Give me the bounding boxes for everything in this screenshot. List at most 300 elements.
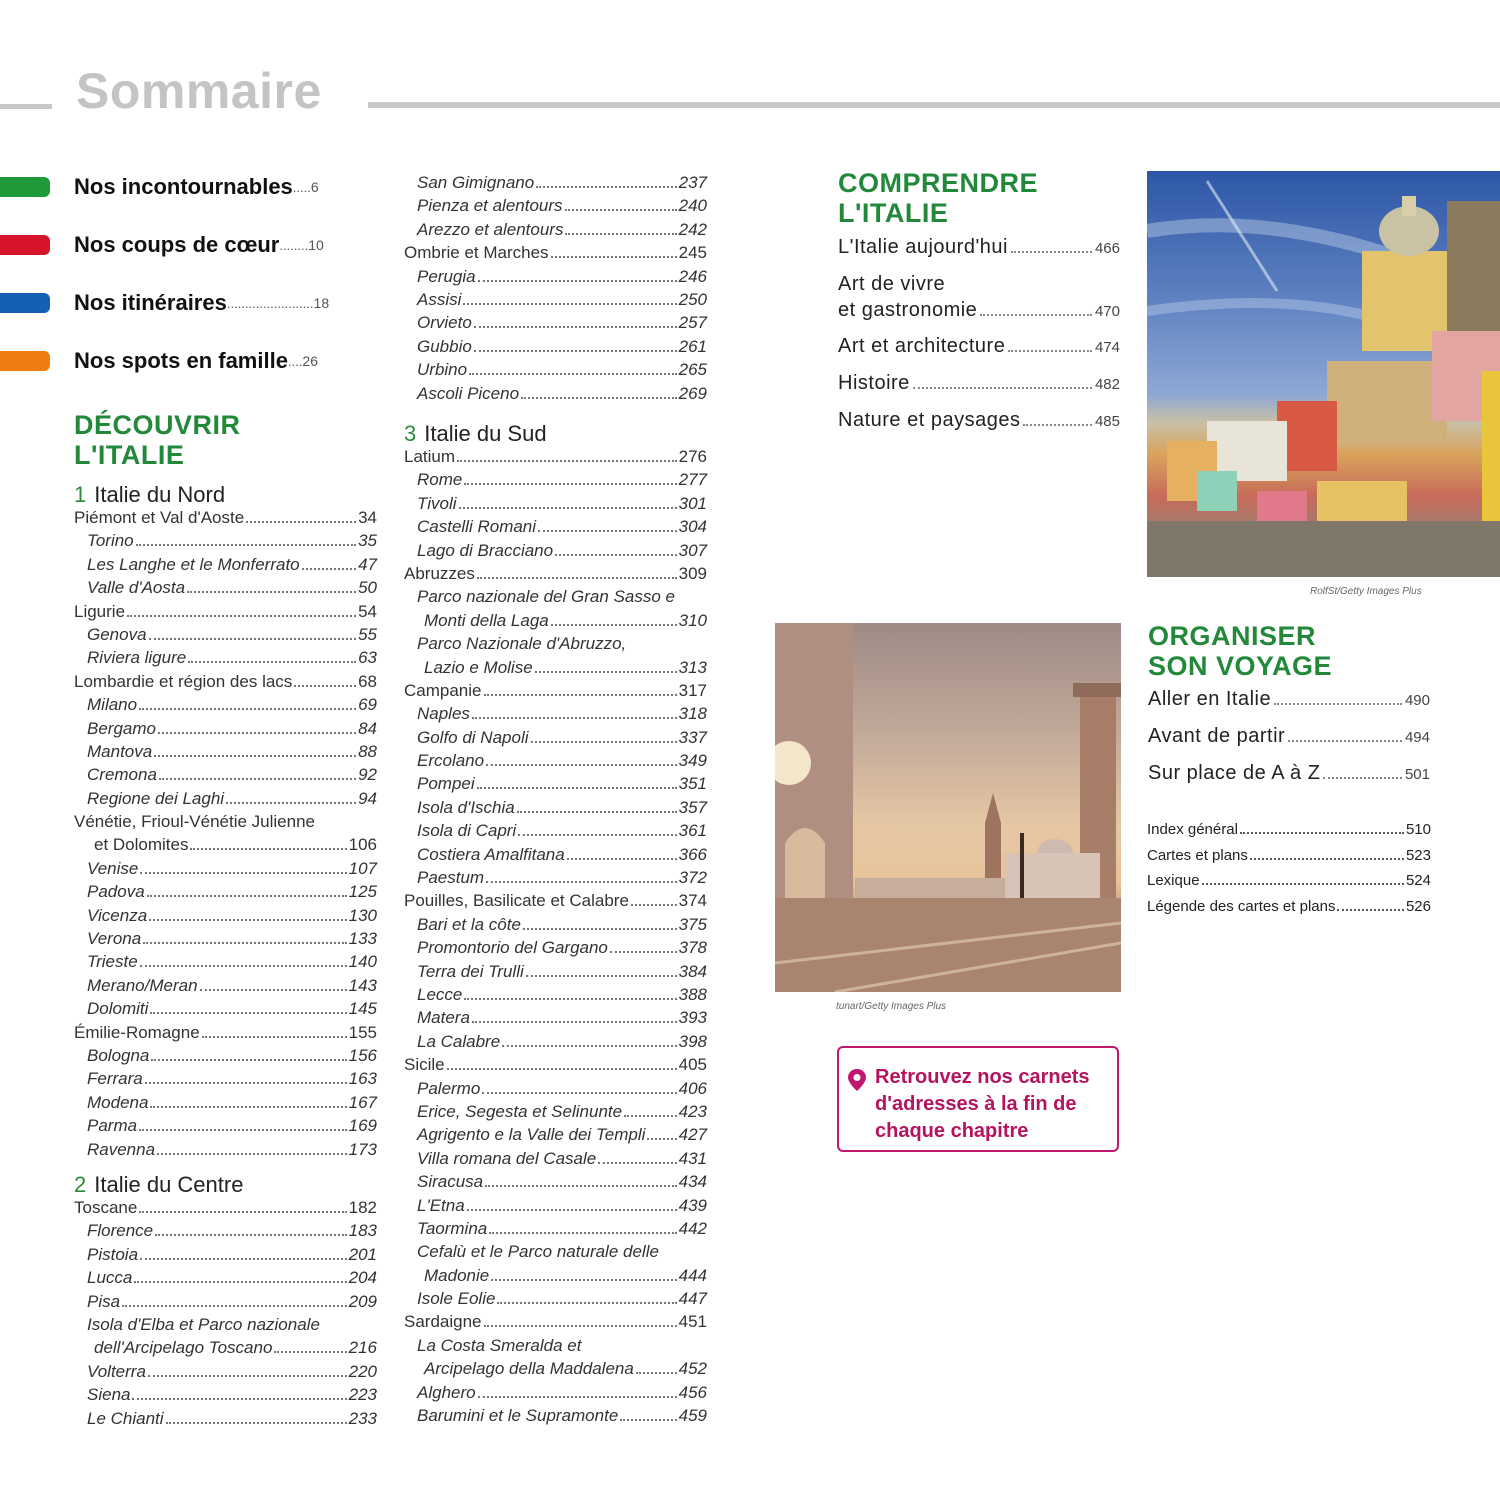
entry-label: Mantova	[87, 741, 153, 761]
toc-entry[interactable]	[74, 765, 377, 788]
leader-dots	[502, 1044, 676, 1047]
entry-label: Merano/Meran	[87, 975, 198, 995]
highlight-itineraires[interactable]	[0, 288, 329, 318]
toc-entry[interactable]	[404, 868, 707, 891]
toc-entry[interactable]	[404, 1149, 707, 1172]
toc-entry[interactable]	[1148, 762, 1430, 799]
toc-entry[interactable]	[74, 1221, 377, 1244]
map-pin-icon	[847, 1068, 867, 1092]
entry-label: Trieste	[87, 952, 138, 972]
leader-dots	[551, 255, 677, 258]
entry-page: 204	[348, 1268, 377, 1288]
toc-entry-wrap-line1[interactable]	[74, 812, 377, 835]
toc-entry[interactable]	[404, 1406, 707, 1429]
entry-page: 84	[358, 718, 377, 738]
leader-dots	[551, 623, 677, 626]
entry-page: 69	[358, 695, 377, 715]
toc-entry[interactable]	[74, 1292, 377, 1315]
entry-page: 451	[678, 1312, 707, 1332]
entry-label: Rome	[417, 470, 463, 490]
toc-entry[interactable]	[838, 299, 1120, 335]
chapter-title: Italie du Nord	[94, 482, 226, 507]
leader-dots	[154, 754, 356, 757]
entry-page: 125	[348, 882, 377, 902]
entry-page: 143	[348, 975, 377, 995]
toc-entry[interactable]	[74, 906, 377, 929]
toc-entry[interactable]	[74, 1198, 377, 1221]
entry-label: Venise	[87, 858, 139, 878]
toc-entry[interactable]	[404, 1289, 707, 1312]
entry-page: 434	[678, 1172, 707, 1192]
leader-dots	[484, 693, 677, 696]
toc-entry[interactable]	[1147, 821, 1431, 847]
entry-label: Piémont et Val d'Aoste	[74, 508, 245, 527]
entry-page: 250	[678, 289, 707, 309]
entry-label: Villa romana del Casale	[417, 1148, 597, 1168]
toc-entry[interactable]	[838, 409, 1120, 446]
chapter-heading-1[interactable]	[74, 482, 225, 508]
entry-label: Isola d'Ischia	[417, 797, 515, 817]
entry-page: 140	[348, 952, 377, 972]
page-title: Sommaire	[76, 63, 322, 119]
toc-entry[interactable]	[404, 1266, 707, 1289]
entry-label: Siena	[87, 1385, 131, 1405]
entry-page: 145	[348, 999, 377, 1019]
toc-entry-wrap-line1[interactable]	[404, 634, 707, 657]
green-tab-marker	[0, 177, 50, 197]
leader-dots	[226, 801, 356, 804]
toc-entry[interactable]	[404, 915, 707, 938]
entry-label: Toscane	[74, 1198, 138, 1217]
entry-page: 384	[678, 961, 707, 981]
toc-entry[interactable]	[1147, 872, 1431, 898]
entry-label: Naples	[417, 704, 470, 724]
toc-entry[interactable]	[404, 360, 707, 383]
toc-entry[interactable]	[404, 845, 707, 868]
entry-page: 313	[678, 657, 707, 677]
section-heading-decouvrir	[74, 410, 241, 470]
toc-entry[interactable]	[74, 999, 377, 1022]
toc-entry[interactable]	[404, 1172, 707, 1195]
toc-entry[interactable]	[404, 985, 707, 1008]
toc-entry[interactable]	[404, 517, 707, 540]
entry-page: 372	[678, 868, 707, 888]
toc-entry[interactable]	[74, 952, 377, 975]
leader-dots	[620, 1418, 676, 1421]
entry-page: 163	[348, 1069, 377, 1089]
entry-label: La Calabre	[417, 1031, 501, 1051]
toc-list-nord	[74, 508, 377, 1163]
photo-illustration	[775, 623, 1121, 992]
organiser-list	[1148, 688, 1430, 799]
toc-entry[interactable]	[404, 243, 707, 266]
entry-page: 55	[358, 624, 377, 644]
entry-page: 388	[678, 984, 707, 1004]
toc-entry[interactable]	[74, 742, 377, 765]
highlight-incontournables[interactable]	[0, 172, 319, 202]
entry-label: Bologna	[87, 1045, 150, 1065]
leader-dots: .....	[292, 179, 311, 195]
toc-entry[interactable]	[74, 789, 377, 812]
entry-page: 375	[678, 914, 707, 934]
toc-entry-wrap-line1[interactable]	[404, 587, 707, 610]
chapter-title: Italie du Centre	[94, 1172, 244, 1197]
entry-label: Pienza et alentours	[417, 196, 563, 216]
highlight-spots-famille[interactable]	[0, 346, 318, 376]
entry-label: Sur place de A à Z	[1148, 762, 1321, 784]
toc-entry[interactable]	[1147, 898, 1431, 924]
entry-label: Dolomiti	[87, 999, 149, 1019]
toc-entry[interactable]	[404, 494, 707, 517]
toc-entry-wrap-line1[interactable]	[838, 273, 1120, 299]
leader-dots	[464, 482, 676, 485]
toc-entry[interactable]	[1148, 688, 1430, 725]
toc-entry[interactable]	[74, 648, 377, 671]
toc-entry[interactable]	[404, 313, 707, 336]
entry-label: Costiera Amalfitana	[417, 844, 565, 864]
entry-label: Paestum	[417, 868, 485, 888]
leader-dots	[150, 1011, 346, 1014]
entry-label: Valle d'Aosta	[87, 578, 186, 598]
toc-entry[interactable]	[404, 938, 707, 961]
entry-label: Matera	[417, 1008, 470, 1028]
entry-label: Promontorio del Gargano	[417, 938, 608, 958]
leader-dots	[482, 1091, 676, 1094]
toc-entry[interactable]	[404, 751, 707, 774]
leader-dots	[489, 1231, 676, 1234]
leader-dots	[535, 670, 677, 673]
toc-entry[interactable]	[74, 602, 377, 625]
entry-page: 523	[1405, 846, 1431, 864]
leader-dots	[447, 1067, 677, 1070]
toc-entry[interactable]	[74, 1268, 377, 1291]
toc-entry[interactable]	[404, 337, 707, 360]
entry-label: Padova	[87, 882, 145, 902]
entry-label: Isola d'Elba et Parco nazionale	[87, 1314, 320, 1334]
entry-label: Sicile	[404, 1055, 445, 1075]
entry-label: Campanie	[404, 680, 482, 700]
entry-page: 452	[678, 1359, 707, 1379]
entry-label-cont: et gastronomie	[838, 299, 978, 321]
leader-dots	[149, 637, 357, 640]
leader-dots	[518, 833, 676, 836]
leader-dots	[202, 1035, 347, 1038]
toc-entry[interactable]	[74, 1362, 377, 1385]
toc-entry[interactable]	[404, 1055, 707, 1078]
leader-dots	[610, 950, 677, 953]
entry-label: Parco Nazionale d'Abruzzo,	[417, 634, 627, 654]
address-book-callout	[837, 1046, 1119, 1152]
entry-page: 307	[678, 540, 707, 560]
entry-label: Torino	[87, 531, 134, 551]
toc-entry[interactable]	[404, 1102, 707, 1125]
entry-page: 309	[678, 563, 707, 583]
leader-dots	[200, 988, 347, 991]
leader-dots	[474, 325, 677, 328]
toc-entry[interactable]	[404, 681, 707, 704]
toc-entry[interactable]	[404, 611, 707, 634]
leader-dots	[1011, 250, 1092, 253]
highlight-page: 6	[310, 179, 319, 195]
leader-dots	[140, 1257, 347, 1260]
toc-entry[interactable]	[74, 1338, 377, 1361]
entry-page: 526	[1405, 897, 1431, 915]
highlight-coups-de-coeur[interactable]	[0, 230, 324, 260]
toc-entry[interactable]	[74, 859, 377, 882]
toc-entry[interactable]	[74, 1069, 377, 1092]
toc-entry-wrap-line1[interactable]	[404, 1336, 707, 1359]
toc-entry[interactable]	[74, 835, 377, 858]
toc-entry[interactable]	[74, 531, 377, 554]
leader-dots	[166, 1421, 347, 1424]
entry-page: 216	[348, 1338, 377, 1358]
toc-entry-wrap-line1[interactable]	[404, 1242, 707, 1265]
toc-entry[interactable]	[838, 335, 1120, 372]
toc-entry[interactable]	[404, 962, 707, 985]
leader-dots	[521, 396, 677, 399]
toc-entry[interactable]	[74, 1140, 377, 1163]
toc-entry[interactable]	[404, 1312, 707, 1335]
toc-entry[interactable]	[74, 578, 377, 601]
entry-page: 106	[348, 835, 377, 855]
entry-label: Bari et la côte	[417, 914, 521, 934]
photo-venice-piazza	[775, 623, 1121, 992]
toc-entry[interactable]	[404, 267, 707, 290]
entry-page: 220	[348, 1361, 377, 1381]
entry-label: Gubbio	[417, 336, 472, 356]
toc-entry[interactable]	[404, 891, 707, 914]
toc-entry[interactable]	[74, 976, 377, 999]
toc-entry[interactable]	[74, 555, 377, 578]
entry-label: Assisi	[417, 289, 462, 309]
leader-dots: ........	[279, 237, 309, 253]
highlight-page: 18	[313, 295, 330, 311]
entry-label: Isola di Capri	[417, 821, 517, 841]
entry-label: Lombardie et région des lacs	[74, 671, 293, 691]
entry-label: Ravenna	[87, 1139, 156, 1159]
leader-dots	[526, 974, 677, 977]
toc-entry[interactable]	[404, 1008, 707, 1031]
leader-dots	[598, 1161, 676, 1164]
entry-page: 444	[678, 1265, 707, 1285]
toc-entry[interactable]	[404, 220, 707, 243]
entry-label: Ascoli Piceno	[417, 383, 520, 403]
leader-dots	[517, 810, 677, 813]
leader-dots	[157, 1152, 347, 1155]
chapter-heading-2[interactable]	[74, 1172, 243, 1198]
toc-entry[interactable]	[74, 719, 377, 742]
comprendre-list	[838, 236, 1120, 446]
entry-page: 169	[348, 1116, 377, 1136]
toc-entry[interactable]	[74, 1023, 377, 1046]
entry-label: Isole Eolie	[417, 1289, 496, 1309]
entry-page: 173	[348, 1139, 377, 1159]
toc-entry[interactable]	[404, 798, 707, 821]
leader-dots	[497, 1301, 676, 1304]
entry-label: Taormina	[417, 1218, 488, 1238]
entry-page: 442	[678, 1218, 707, 1238]
entry-page: 68	[358, 671, 377, 691]
toc-entry[interactable]	[404, 1032, 707, 1055]
toc-entry[interactable]	[404, 658, 707, 681]
entry-label: Florence	[87, 1221, 154, 1241]
toc-entry[interactable]	[404, 1196, 707, 1219]
toc-entry[interactable]	[74, 1116, 377, 1139]
leader-dots	[478, 279, 677, 282]
toc-entry[interactable]	[404, 774, 707, 797]
leader-dots	[139, 707, 356, 710]
leader-dots	[469, 372, 677, 375]
entry-label: Parma	[87, 1116, 138, 1136]
toc-entry[interactable]	[404, 384, 707, 407]
toc-entry[interactable]	[838, 372, 1120, 409]
entry-page: 50	[358, 578, 377, 598]
toc-entry[interactable]	[404, 1219, 707, 1242]
entry-page: 54	[358, 601, 377, 621]
entry-label: Pistoia	[87, 1244, 139, 1264]
toc-list-centre-part2	[404, 173, 707, 407]
leader-dots	[1323, 776, 1402, 779]
toc-entry[interactable]	[404, 1383, 707, 1406]
leader-dots	[631, 903, 677, 906]
entry-label: Le Chianti	[87, 1408, 164, 1428]
leader-dots	[565, 232, 676, 235]
toc-entry[interactable]	[1148, 725, 1430, 762]
entry-label: Lucca	[87, 1268, 133, 1288]
leader-dots: ........................	[226, 295, 314, 311]
heading-line: L'ITALIE	[74, 440, 185, 470]
toc-entry[interactable]	[74, 672, 377, 695]
highlight-label: Nos itinéraires	[74, 290, 227, 315]
entry-label-cont: dell'Arcipelago Toscano	[94, 1338, 273, 1358]
leader-dots	[187, 590, 356, 593]
entry-page: 265	[678, 360, 707, 380]
leader-dots	[147, 894, 347, 897]
entry-label: Verona	[87, 929, 142, 949]
entry-label: Latium	[404, 447, 456, 466]
toc-entry[interactable]	[74, 929, 377, 952]
toc-entry[interactable]	[74, 1093, 377, 1116]
entry-page: 439	[678, 1195, 707, 1215]
toc-entry[interactable]	[404, 1079, 707, 1102]
highlight-page: 26	[302, 353, 318, 369]
entry-page: 351	[678, 774, 707, 794]
toc-entry[interactable]	[404, 447, 707, 470]
entry-page: 318	[678, 704, 707, 724]
leader-dots	[139, 1128, 347, 1131]
leader-dots	[122, 1304, 347, 1307]
entry-page: 34	[358, 508, 377, 527]
toc-entry[interactable]	[404, 290, 707, 313]
entry-label-cont: Monti della Laga	[424, 610, 549, 630]
chapter-number: 2	[74, 1172, 87, 1197]
toc-entry[interactable]	[74, 882, 377, 905]
leader-dots	[477, 786, 677, 789]
leader-dots	[136, 543, 356, 546]
toc-entry[interactable]	[74, 625, 377, 648]
highlight-label: Nos incontournables	[74, 174, 293, 199]
entry-page: 133	[348, 929, 377, 949]
leader-dots	[148, 1374, 347, 1377]
toc-entry[interactable]	[74, 1245, 377, 1268]
toc-entry[interactable]	[404, 196, 707, 219]
leader-dots	[140, 871, 346, 874]
leader-dots	[459, 506, 677, 509]
entry-label: L'Italie aujourd'hui	[838, 236, 1008, 258]
chapter-heading-3[interactable]	[404, 421, 547, 447]
entry-label: Cartes et plans	[1147, 846, 1248, 864]
highlight-label: Nos spots en famille	[74, 348, 288, 373]
toc-entry[interactable]	[404, 1125, 707, 1148]
leader-dots	[467, 1208, 677, 1211]
toc-entry[interactable]	[404, 173, 707, 196]
toc-entry[interactable]	[404, 564, 707, 587]
entry-page: 223	[348, 1385, 377, 1405]
toc-list-sud	[404, 447, 707, 1429]
entry-label: Castelli Romani	[417, 517, 537, 537]
entry-label: Erice, Segesta et Selinunte	[417, 1101, 623, 1121]
leader-dots	[1008, 349, 1092, 352]
toc-entry[interactable]	[74, 1385, 377, 1408]
leader-dots	[523, 927, 677, 930]
entry-page: 304	[678, 517, 707, 537]
entry-page: 209	[348, 1291, 377, 1311]
entry-page: 242	[678, 219, 707, 239]
toc-entry[interactable]	[74, 695, 377, 718]
entry-label: Art et architecture	[838, 335, 1006, 357]
entry-label: La Costa Smeralda et	[417, 1335, 582, 1355]
leader-dots	[567, 857, 677, 860]
toc-entry[interactable]	[404, 704, 707, 727]
entry-label-cont: Lazio e Molise	[424, 657, 533, 677]
toc-entry[interactable]	[404, 1359, 707, 1382]
toc-entry[interactable]	[404, 470, 707, 493]
red-tab-marker	[0, 235, 50, 255]
leader-dots	[491, 1278, 676, 1281]
entry-label: Genova	[87, 624, 147, 644]
entry-page: 378	[678, 938, 707, 958]
toc-entry[interactable]	[838, 236, 1120, 273]
leader-dots	[151, 1058, 346, 1061]
heading-line: SON VOYAGE	[1148, 651, 1333, 681]
toc-entry[interactable]	[74, 1046, 377, 1069]
toc-entry[interactable]	[404, 541, 707, 564]
entry-label: Siracusa	[417, 1172, 484, 1192]
leader-dots	[565, 208, 677, 211]
chapter-title: Italie du Sud	[424, 421, 547, 446]
orange-tab-marker	[0, 351, 50, 371]
entry-page: 88	[358, 741, 377, 761]
leader-dots	[149, 918, 346, 921]
entry-page: 317	[678, 680, 707, 700]
toc-entry[interactable]	[1147, 847, 1431, 873]
entry-label: Abruzzes	[404, 563, 475, 583]
entry-page: 374	[678, 891, 707, 911]
entry-page: 261	[678, 336, 707, 356]
toc-entry-wrap-line1[interactable]	[74, 1315, 377, 1338]
toc-entry[interactable]	[404, 728, 707, 751]
title-rule-right	[368, 102, 1500, 108]
toc-entry[interactable]	[404, 821, 707, 844]
toc-entry[interactable]	[74, 1409, 377, 1432]
leader-dots	[538, 529, 677, 532]
entry-label: Sardaigne	[404, 1312, 482, 1332]
leader-dots	[485, 1184, 676, 1187]
heading-line: COMPRENDRE	[838, 168, 1039, 198]
entry-page: 92	[358, 765, 377, 785]
entry-page: 337	[678, 727, 707, 747]
toc-entry[interactable]	[74, 508, 377, 531]
